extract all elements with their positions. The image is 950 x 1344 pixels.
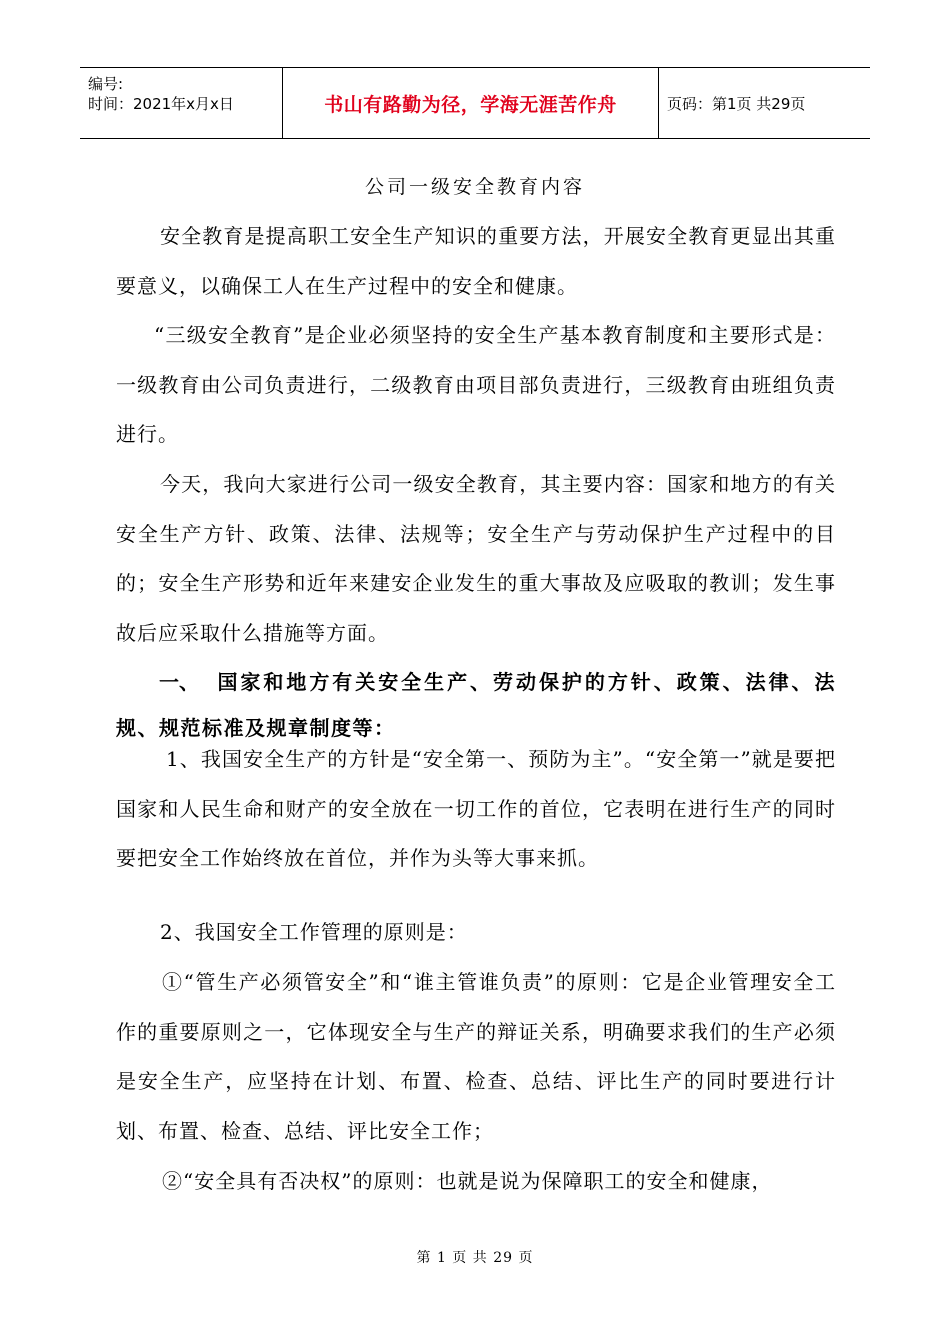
section-number: 一、: [159, 670, 199, 694]
paragraph-three-levels: “三级安全教育”是企业必须坚持的安全生产基本教育制度和主要形式是：一级教育由公司负责进行，二级教育由项目部负责进行，三级教育由班组负责进行。: [116, 323, 836, 447]
section-heading-text: 国家和地方有关安全生产、劳动保护的方针、政策、法律、法规、规范标准及规章制度等：: [116, 670, 836, 740]
document-time-label: 时间：2021年x月x日: [88, 95, 234, 113]
header-page-cell: [657, 68, 870, 138]
header-motto: 书山有路勤为径，学海无涯苦作舟: [324, 94, 617, 116]
header-motto-cell: [282, 68, 659, 138]
header-meta-cell: [80, 68, 282, 138]
header-page-info: 页码：第1页 共29页: [667, 95, 806, 113]
paragraph-today: 今天，我向大家进行公司一级安全教育，其主要内容：国家和地方的有关安全生产方针、政策、法律、法规等；安全生产与劳动保护生产过程中的目的；安全生产形势和近年来建安企业发生的重大事故及应吸取的教训；发生事故后应采取什么措施等方面。: [116, 472, 836, 646]
item-safety-policy: 1、我国安全生产的方针是“安全第一、预防为主”。“安全第一”就是要把国家和人民生命和财产的安全放在一切工作的首位，它表明在进行生产的同时要把安全工作始终放在首位，并作为头等大事来抓。: [116, 747, 836, 871]
page-footer: 第 1 页 共 29 页: [416, 1250, 534, 1266]
paragraph-intro: 安全教育是提高职工安全生产知识的重要方法，开展安全教育更显出其重要意义，以确保工人在生产过程中的安全和健康。: [116, 224, 836, 298]
item-principle-1: ①“管生产必须管安全”和“谁主管谁负责”的原则：它是企业管理安全工作的重要原则之一，它体现安全与生产的辩证关系，明确要求我们的生产必须是安全生产，应坚持在计划、布置、检查、总结、评比生产的同时要进行计划、布置、检查、总结、评比安全工作；: [116, 970, 836, 1144]
item-management-principles: 2、我国安全工作管理的原则是：: [160, 920, 468, 944]
document-title: 公司一级安全教育内容: [364, 176, 585, 198]
item-principle-2: ②“安全具有否决权”的原则：也就是说为保障职工的安全和健康，: [162, 1169, 773, 1193]
document-number-label: 编号:: [88, 75, 124, 93]
document-header: [80, 67, 870, 139]
